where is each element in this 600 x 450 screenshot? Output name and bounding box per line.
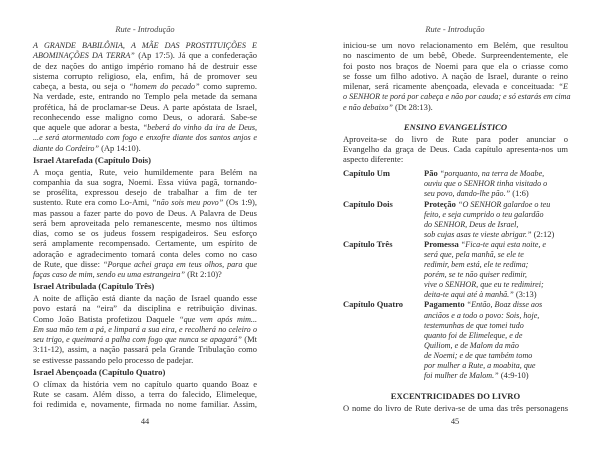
text-line bbox=[33, 324, 257, 334]
chapter-label: Capítulo Três bbox=[343, 238, 393, 249]
italic-text: ABOMINAÇÕES DA TERRA” bbox=[33, 51, 135, 61]
text-line bbox=[33, 167, 257, 177]
chapter-description bbox=[424, 299, 542, 380]
italic-text: “não sois meu povo” bbox=[152, 198, 224, 208]
text: Na verdade, este, entrando no Templo pela metade da semana bbox=[33, 91, 257, 102]
text-line bbox=[343, 91, 571, 102]
text: (Ap 14:10). bbox=[98, 142, 141, 153]
text-line bbox=[33, 314, 257, 324]
text-line bbox=[33, 269, 257, 279]
text-line bbox=[33, 249, 257, 259]
text-line bbox=[343, 134, 568, 144]
chapter-label: Capítulo Um bbox=[343, 168, 390, 179]
italic-text: Em sua mão tem a pá, e limpará a sua eira, e recolherá no celeiro o bbox=[33, 324, 257, 334]
text: no nascimento de um bebê, Obede. Surpreendentemente, ele bbox=[343, 50, 568, 61]
italic-text: por mulher a Rute, a moabita, que bbox=[424, 361, 536, 371]
text-line bbox=[33, 259, 257, 269]
text: iniciou-se um novo relacionamento em Belém, que resultou bbox=[343, 40, 568, 50]
text-line bbox=[424, 350, 542, 360]
italic-text: seu trigo, e queimará a palha com fogo que nunca se apagará” bbox=[33, 335, 242, 344]
chapter-row bbox=[343, 239, 568, 300]
text-line bbox=[424, 340, 542, 350]
italic-text: ouviu que o SENHOR tinha visitado o bbox=[424, 179, 548, 189]
text-line bbox=[424, 320, 542, 330]
text-line bbox=[424, 289, 546, 299]
italic-text: será que, pela manhã, se ele te bbox=[424, 250, 524, 259]
text: será bem aproveitada pelo remanescente, mesmo nos últimos bbox=[33, 217, 257, 228]
text: mas passou a fazer parte do povo de Deus. A Palavra de Deus bbox=[33, 207, 257, 218]
italic-text: “porquanto, na terra de Moabe, bbox=[437, 169, 545, 179]
text-line bbox=[33, 102, 257, 112]
chapter-description bbox=[424, 168, 547, 198]
italic-text: feito, e seja cumprido o teu galardão bbox=[424, 209, 544, 219]
right-page-text bbox=[343, 40, 571, 413]
text: (Ap 17:5). Já que a confederação bbox=[134, 50, 257, 61]
page-number: 45 bbox=[450, 417, 460, 426]
italic-text: “Então, Boaz disse aos bbox=[464, 300, 543, 310]
text-line bbox=[33, 50, 257, 60]
text-line bbox=[424, 310, 542, 320]
italic-text: de Noemi; e de que também tomo bbox=[424, 350, 533, 360]
text: (Os 1:9), bbox=[223, 197, 257, 208]
text: (2:12) bbox=[531, 228, 555, 239]
italic-text: “que vem após mim... bbox=[179, 314, 258, 324]
left-page-text bbox=[33, 40, 257, 409]
text: profética, há de proclamar-se Deus. A parte apóstata de Israel, bbox=[33, 101, 257, 112]
italic-text: faças caso de mim, sendo eu uma estrangeira” bbox=[33, 270, 185, 279]
italic-text: anciãos e a todo o povo: Sois, hoje, bbox=[424, 310, 540, 320]
italic-text: “beberá do vinho da ira de Deus, bbox=[142, 123, 258, 132]
text-line bbox=[33, 122, 257, 132]
italic-text: quanto foi de Elimeleque, e de bbox=[424, 330, 523, 340]
text-line bbox=[424, 209, 554, 219]
text: (Dt 28:13). bbox=[392, 101, 433, 112]
text: milenar, será ricamente abençoada, elevada e conceituada: bbox=[343, 81, 559, 91]
section-heading: EXCENTRICIDADES DO LIVRO bbox=[390, 391, 521, 402]
bold-text: Pão bbox=[424, 168, 438, 179]
text: aspecto diferente: bbox=[343, 154, 404, 164]
text: (Rt 2:10)? bbox=[184, 269, 222, 279]
text-line bbox=[33, 334, 257, 344]
text-line bbox=[33, 132, 257, 142]
text-line bbox=[33, 112, 257, 122]
text-line bbox=[343, 144, 568, 154]
text-line bbox=[424, 168, 547, 178]
text-line bbox=[33, 344, 257, 354]
text-line bbox=[33, 187, 257, 197]
page-number: 44 bbox=[140, 417, 150, 426]
text: de Rute, que disse: bbox=[33, 258, 103, 269]
text-line bbox=[33, 91, 257, 101]
text: dias, como se os judeus fossem respigadeiros. Seu esforço bbox=[33, 228, 257, 238]
italic-text: foi mulher de Malom.” bbox=[424, 371, 499, 381]
text: foi redimida e, novamente, firmada no nome familiar. Assim, bbox=[33, 399, 257, 409]
italic-text: ...e será atormentado com fogo e enxofre diante dos santos anjos e bbox=[33, 133, 257, 143]
text-line bbox=[33, 355, 257, 365]
paragraph bbox=[33, 379, 257, 410]
text: se prosélita, expressou desejo de trabalhar a fim de ter bbox=[33, 187, 257, 197]
text: Rute se casam. Além disso, a terra do falecido, Elimeleque, bbox=[33, 388, 257, 399]
paragraph bbox=[343, 134, 568, 165]
text-line bbox=[33, 61, 257, 71]
text: Aproveita-se do livro de Rute para poder anunciar o bbox=[343, 133, 568, 144]
text-line bbox=[343, 40, 568, 50]
italic-text: e não debaixo” bbox=[343, 102, 393, 112]
italic-text: A GRANDE BABILÔNIA, A MÃE DAS PROSTITUIÇÕES E bbox=[33, 41, 257, 50]
text-line bbox=[424, 219, 554, 229]
italic-text: o SENHOR te porá por cabeça e não por cauda; e só estarás em cima bbox=[343, 92, 571, 102]
text-line bbox=[33, 197, 257, 207]
section-heading: Israel Atribulada (Capítulo Três) bbox=[33, 281, 155, 292]
italic-text: seu povo, dando-lhe pão.” bbox=[424, 189, 511, 199]
italic-text: Quiliom, e de Malom da mão bbox=[424, 340, 519, 350]
text-line bbox=[424, 178, 547, 188]
text-line bbox=[424, 229, 554, 239]
paragraph bbox=[33, 40, 257, 153]
text-line bbox=[424, 259, 546, 269]
running-head: Rute - Introdução bbox=[115, 25, 175, 34]
text: como supremo. bbox=[199, 81, 257, 91]
bold-text: Promessa bbox=[424, 238, 459, 249]
text: povo estará na “eira” da disciplina e retribuição divinas. bbox=[33, 303, 257, 314]
text-line bbox=[424, 330, 542, 340]
text: Como João Batista profetizou Daquele bbox=[33, 313, 180, 324]
text-line bbox=[343, 61, 568, 71]
text-line bbox=[424, 239, 546, 249]
text-line bbox=[33, 81, 257, 91]
text: adoração e agradecimento tomará conta deles como no caso bbox=[33, 248, 257, 259]
text-line bbox=[424, 199, 554, 209]
italic-text: sob cujas asas te vieste abrigar.” bbox=[424, 229, 532, 239]
text: se fosse um filho adotivo. A nação de Israel, durante o reino bbox=[343, 70, 568, 81]
text: cabeça, a besta, ou seja o bbox=[33, 81, 129, 91]
italic-text: “E bbox=[558, 82, 568, 91]
italic-text: “O SENHOR galardoe o teu bbox=[455, 199, 551, 209]
bold-text: Proteção bbox=[424, 198, 456, 209]
text: O clímax da história vem no capítulo quarto quando Boaz e bbox=[33, 378, 257, 389]
text-line bbox=[424, 360, 542, 370]
chapter-label: Capítulo Quatro bbox=[343, 299, 404, 310]
text-line bbox=[343, 102, 568, 112]
text: reconhecendo esse maligno como Deus, o adorará. Sabe-se bbox=[33, 111, 257, 122]
paragraph bbox=[343, 40, 571, 112]
text-line bbox=[33, 177, 257, 187]
text-line bbox=[424, 249, 546, 259]
text-line bbox=[424, 299, 542, 309]
paragraph bbox=[343, 403, 568, 413]
chapter-description bbox=[424, 199, 554, 239]
text-line bbox=[424, 370, 542, 380]
text-line bbox=[33, 389, 257, 399]
text: (1:6) bbox=[510, 188, 529, 199]
text: Evangelho da graça de Deus. Cada capítulo apresenta-nos um bbox=[343, 143, 568, 154]
chapter-description bbox=[424, 239, 546, 300]
italic-text: testemunhas de que tomei tudo bbox=[424, 320, 524, 330]
text-line bbox=[33, 293, 257, 303]
italic-text: redimir, bem está, ele te redima; bbox=[424, 260, 529, 270]
right-page bbox=[300, 0, 600, 450]
text: O nome do livro de Rute deriva-se de uma das três personagens bbox=[343, 402, 568, 413]
italic-text: “homem do pecado” bbox=[128, 82, 200, 91]
text: A moça gentia, Rute, veio humildemente para Belém na bbox=[33, 166, 257, 177]
italic-text: vive o SENHOR, que eu te redimirei; bbox=[424, 280, 544, 290]
text-line bbox=[343, 403, 568, 413]
text-line bbox=[424, 279, 546, 289]
text-line bbox=[343, 81, 568, 91]
text: (3:13) bbox=[513, 289, 537, 300]
text-line bbox=[424, 269, 546, 279]
paragraph bbox=[33, 293, 257, 365]
text: sustento. Rute era como Lo-Ami, bbox=[33, 197, 153, 208]
chapter-row bbox=[343, 299, 568, 380]
text: de dez nações do antigo império romano há de destruir esse bbox=[33, 60, 257, 71]
text-line bbox=[33, 208, 257, 218]
text: foi posto nos braços de Noemi para que ela o criasse como bbox=[343, 60, 568, 71]
italic-text: do SENHOR, Deus de Israel, bbox=[424, 219, 519, 229]
chapter-table bbox=[343, 168, 568, 380]
text: sistema corrupto religioso, ela, enfim, há de promover seu bbox=[33, 70, 257, 81]
text: 3:11-12), assim, a nação passará pela Grande Tribulação como bbox=[33, 344, 257, 355]
bold-text: Pagamento bbox=[424, 299, 465, 310]
text-line bbox=[33, 238, 257, 248]
text-line bbox=[33, 143, 257, 153]
text-line bbox=[343, 50, 568, 60]
chapter-label: Capítulo Dois bbox=[343, 198, 393, 209]
text-line bbox=[33, 228, 257, 238]
text: (4:9-10) bbox=[498, 370, 529, 381]
text-line bbox=[33, 379, 257, 389]
section-heading: Israel Abençoada (Capítulo Quatro) bbox=[33, 366, 166, 377]
text-line bbox=[424, 188, 547, 198]
text-line bbox=[33, 40, 257, 50]
italic-text: “Fica-te aqui esta noite, e bbox=[458, 239, 546, 249]
text: se estivesse passando pelo processo de padejar. bbox=[33, 354, 194, 365]
text: companhia da sua sogra, Noemi. Essa viúva pagã, tornando- bbox=[33, 176, 257, 187]
text: (Mt bbox=[241, 334, 257, 344]
text-line bbox=[33, 218, 257, 228]
text-line bbox=[33, 399, 257, 409]
italic-text: diante do Cordeiro” bbox=[33, 143, 99, 153]
text-line bbox=[33, 71, 257, 81]
italic-text: porém, se te não quiser redimir, bbox=[424, 270, 527, 280]
text: que aquele que adorar a besta, bbox=[33, 122, 143, 132]
section-heading: Israel Atarefada (Capítulo Dois) bbox=[33, 154, 151, 165]
chapter-row bbox=[343, 168, 568, 198]
italic-text: deita-te aqui até à manhã.” bbox=[424, 290, 514, 300]
text: será amplamente recompensado. Certamente, um espírito de bbox=[33, 238, 257, 249]
running-head: Rute - Introdução bbox=[425, 25, 485, 34]
italic-text: “Porque achei graça em teus olhos, para que bbox=[102, 259, 257, 269]
text-line bbox=[33, 303, 257, 313]
section-heading: ENSINO EVANGELÍSTICO bbox=[403, 121, 508, 132]
chapter-row bbox=[343, 199, 568, 239]
text-line bbox=[343, 154, 568, 164]
text-line bbox=[343, 71, 568, 81]
text: A noite de aflição está diante da nação de Israel quando esse bbox=[33, 293, 257, 303]
paragraph bbox=[33, 167, 257, 280]
